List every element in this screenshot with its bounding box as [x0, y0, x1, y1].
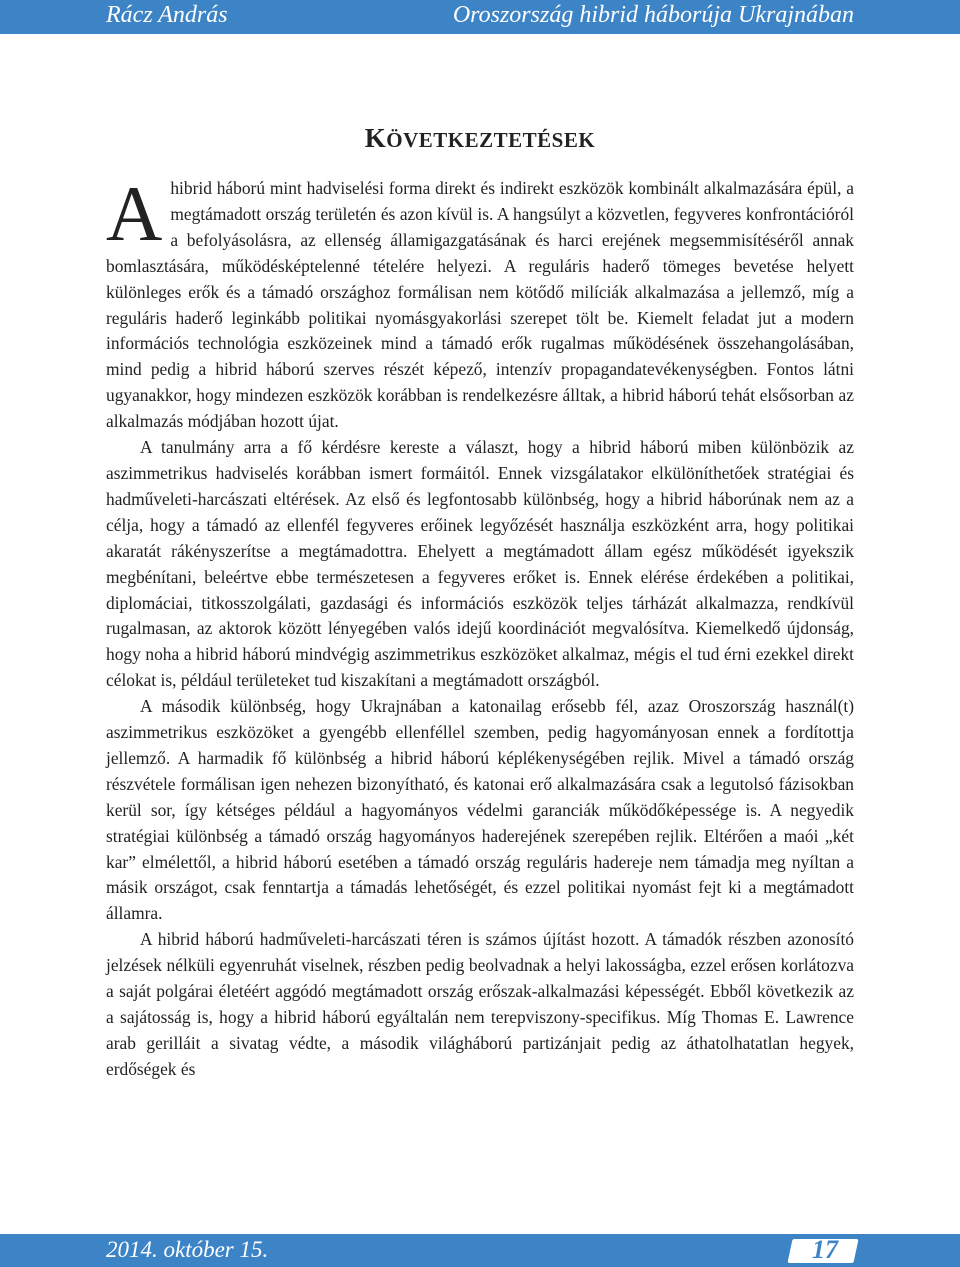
header-author: Rácz András	[106, 2, 228, 28]
heading-initial: K	[364, 123, 387, 153]
heading-rest: ÖVETKEZTETÉSEK	[386, 128, 596, 152]
paragraph-3: A második különbség, hogy Ukrajnában a katonailag erősebb fél, azaz Oroszország használ(t) aszimmetrikus eszközöket a gyengébb ellenféllel szemben, pedig hagyományosan ennek a fordítottja jellemző. A harmadik fő különbség a hibrid háború képlékenységében rejlik. Mivel a támadó ország részvétele formálisan igen nehezen bizonyítható, és katonai erő alkalmazására csak a legutolsó fázisokban kerül sor, így kétséges például a hagyományos védelmi garanciák működőképessége is. A negyedik stratégiai különbség a támadó ország hagyományos haderejének szerepében rejlik. Eltérően a maói „két kar” elmélettől, a hibrid háború esetében a támadó ország reguláris hadereje nem támadja meg nyíltan a másik országot, csak fenntartja a támadás lehetőségét, és ezzel politikai nyomást fejt ki a megtámadott államra.	[106, 696, 854, 924]
section-heading	[0, 123, 960, 154]
paragraph-1-text: hibrid háború mint hadviselési forma direkt és indirekt eszközök kombinált alkalmazására épül, a megtámadott ország területén és azon kívül is. A hangsúlyt a közvetlen, fegyveres konfrontációról a befolyásolásra, az ellenség államigazgatásának és harci erejének megsemmisítéséről annak bomlasztására, működésképtelenné tételére helyezi. A reguláris haderő tömeges bevetése helyett különleges erők és a támadó országhoz formálisan nem kötődő milíciák alkalmazása a jellemző, míg a reguláris haderő leginkább politikai nyomásgyakorlási szerepet tölt be. Kiemelt feladat jut a modern információs technológia eszközeinek mind a támadó erők rugalmas működésének összehangolásában, mind pedig a hibrid háború szerves részét képező, intenzív propagandatevékenységben. Fontos látni ugyanakkor, hogy mindezen eszközök korábban is rendelkezésre álltak, a hibrid háború tehát elsősorban az alkalmazás módjában hozott újat.	[106, 178, 854, 432]
body-text	[106, 170, 854, 1083]
footer-date: 2014. október 15.	[106, 1237, 269, 1262]
header-title: Oroszország hibrid háborúja Ukrajnában	[452, 2, 854, 28]
header-bar	[0, 0, 960, 34]
paragraph-2: A tanulmány arra a fő kérdésre kereste a választ, hogy a hibrid háború miben különbözik az aszimmetrikus hadviselés korábban ismert formáitól. Ennek vizsgálatakor elkülöníthetőek stratégiai és hadműveleti-harcászati eltérések. Az első és legfontosabb különbség, hogy a hibrid háborúnak nem az a célja, hogy a támadó az ellenfél fegyveres erőinek legyőzését használja eszközként arra, hogy politikai akaratát rákényszerítse a megtámadottra. Ehelyett a megtámadott állam egész működését igyekszik megbénítani, beleértve ebbe természetesen a fegyveres erőket is. Ennek elérése érdekében a politikai, diplomáciai, titkosszolgálati, gazdasági és információs eszközök teljes tárházát alkalmazza, rendkívül rugalmasan, az aktorok között lényegében valós idejű koordinációt megvalósítva. Kiemelkedő újdonság, hogy noha a hibrid háború mindvégig aszimmetrikus eszközöket alkalmaz, mégis el tud érni ezekkel direkt célokat is, például területeket tud kiszakítani a megtámadott országból.	[106, 437, 854, 691]
drop-cap: A	[106, 170, 163, 257]
paragraph-4: A hibrid háború hadműveleti-harcászati téren is számos újítást hozott. A támadók részben azonosító jelzések nélküli egyenruhát viselnek, részben pedig beolvadnak a helyi lakosságba, ezzel erősen korlátozva a saját polgárai életéért aggódó megtámadott ország erőszak-alkalmazási képességét. Ebből következik az a sajátosság is, hogy a hibrid háború egyáltalán nem terepviszony-specifikus. Míg Thomas E. Lawrence arab gerilláit a sivatag védte, a második világháború partizánjait pedig az áthatolhatatlan hegyek, erdőségek és	[106, 929, 854, 1079]
paragraph-1	[106, 170, 854, 435]
page-number: 17	[812, 1235, 838, 1264]
